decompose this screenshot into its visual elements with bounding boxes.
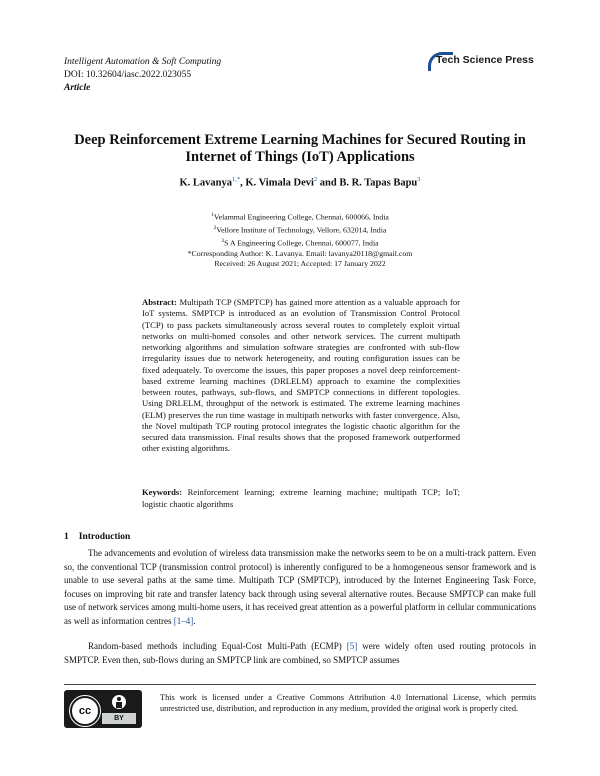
creative-commons-icon: cc: [70, 696, 100, 726]
cc-by-license-badge[interactable]: [64, 690, 142, 728]
corresponding-author: *Corresponding Author: K. Lavanya. Email: lavanya20118@gmail.com: [187, 248, 413, 258]
citation-link[interactable]: [5]: [346, 641, 358, 651]
footer-divider: [64, 684, 536, 685]
keywords: [142, 487, 460, 510]
affiliation: [60, 236, 540, 249]
affiliation-text: Vellore Institute of Technology, Vellore, 632014, India: [216, 225, 387, 235]
author-name: K. Vimala Devi: [245, 177, 314, 189]
body-paragraph: [64, 640, 536, 667]
keywords-label: Keywords:: [142, 487, 183, 497]
section-number: 1: [64, 532, 69, 542]
by-label: BY: [102, 713, 136, 724]
attribution-person-icon: [112, 695, 126, 709]
affiliation-number: 1: [211, 212, 214, 218]
received-accepted-dates: Received: 26 August 2021; Accepted: 17 January 2022: [214, 258, 386, 268]
journal-name: Intelligent Automation & Soft Computing: [64, 57, 222, 67]
affiliation: [60, 210, 540, 223]
paper-title: Deep Reinforcement Extreme Learning Machines for Secured Routing in Internet of Things (IoT) Applications: [74, 132, 526, 165]
doi: DOI: 10.32604/iasc.2022.023055: [64, 70, 192, 80]
license-text: This work is licensed under a Creative Commons Attribution 4.0 International License, which permits unrestricted use, distribution, and reproduction in any medium, provided the original work is properly cited.: [160, 693, 536, 714]
affiliations: [60, 210, 540, 269]
author-name: B. R. Tapas Bapu: [339, 177, 418, 189]
paragraph-text: The advancements and evolution of wireless data transmission make the networks seem to be on a multi-track pattern. Even so, the conventional TCP (transmission control protocol) is inherently configured to be a homogeneous sensor framework and is unable to use several paths at the same time. Multipath TCP (SMPTCP), introduced by the Internet Engineering Task Force, focuses on improving bit rate and transfer latency back through using several alternative routes. Because SMPTCP can make full use of network services among multi-home users, it has received great attention as a powerful platform in cellular communications as well as information centres: [64, 548, 536, 626]
abstract-text: Multipath TCP (SMPTCP) has gained more attention as a valuable approach for IoT systems. SMPTCP is introduced as an evolution of Transmission Control Protocol (TCP) to pass packets simultaneously across several routes to completely exploit virtual networks on multi-homed consoles and other network services. The current multipath networking algorithms and simulation software strategies are confronted with sub-flow irregularity issues due to network heterogeneity, and routing configuration issues can be fixed adequately. To overcome the issues, this paper proposes a novel deep reinforcement-based extreme learning machines (DRLELM) approach to examine the complexities between routes, pathways, sub-flows, and SMPTCP connections in different topologies. Using DRLELM, throughput of the network is estimated. The extreme learning machines (ELM) preserves the run time wastage in multipath networks with faster convergence. Also, the Novel multipath TCP routing protocol integrates the logistic chaotic algorithm for the secured data transmission. Final results shows that the proposed framework outperformed other existing algorithms.: [142, 297, 460, 454]
citation-link[interactable]: [1–4]: [173, 615, 194, 626]
affiliation-number: 2: [213, 224, 217, 231]
author-separator: and: [317, 177, 340, 189]
section-heading: [64, 532, 130, 542]
publisher-name: Tech Science Press: [436, 54, 534, 66]
keywords-text: Reinforcement learning; extreme learning machine; multipath TCP; IoT; logistic chaotic algorithms: [142, 487, 460, 509]
publisher-logo: [424, 48, 534, 72]
affiliation: [60, 223, 540, 236]
article-type: Article: [64, 83, 91, 93]
section-title: Introduction: [78, 532, 131, 542]
affiliation-number: 3: [221, 237, 225, 244]
paragraph-text: .: [193, 615, 196, 626]
affiliation-text: Velammal Engineering College, Chennai, 600066, India: [213, 212, 389, 222]
author-affil-mark[interactable]: 2: [313, 176, 318, 183]
body-paragraph: [64, 547, 536, 629]
abstract: [142, 297, 460, 455]
paragraph-text: Random-based methods including Equal-Cost Multi-Path (ECMP): [88, 641, 347, 651]
author-name: K. Lavanya: [179, 177, 232, 189]
affiliation-text: S A Engineering College, Chennai, 600077, India: [224, 238, 379, 248]
author-list: [60, 176, 540, 189]
abstract-label: Abstract:: [142, 297, 177, 307]
paragraph-text: were widely often used routing protocols in SMPTCP. Even then, sub-flows during an SMPTCP link are combined, so SMPTCP assumes: [64, 641, 536, 665]
author-separator: ,: [240, 177, 246, 189]
author-affil-mark[interactable]: 3: [417, 176, 421, 183]
author-affil-mark[interactable]: 1,*: [231, 176, 241, 183]
